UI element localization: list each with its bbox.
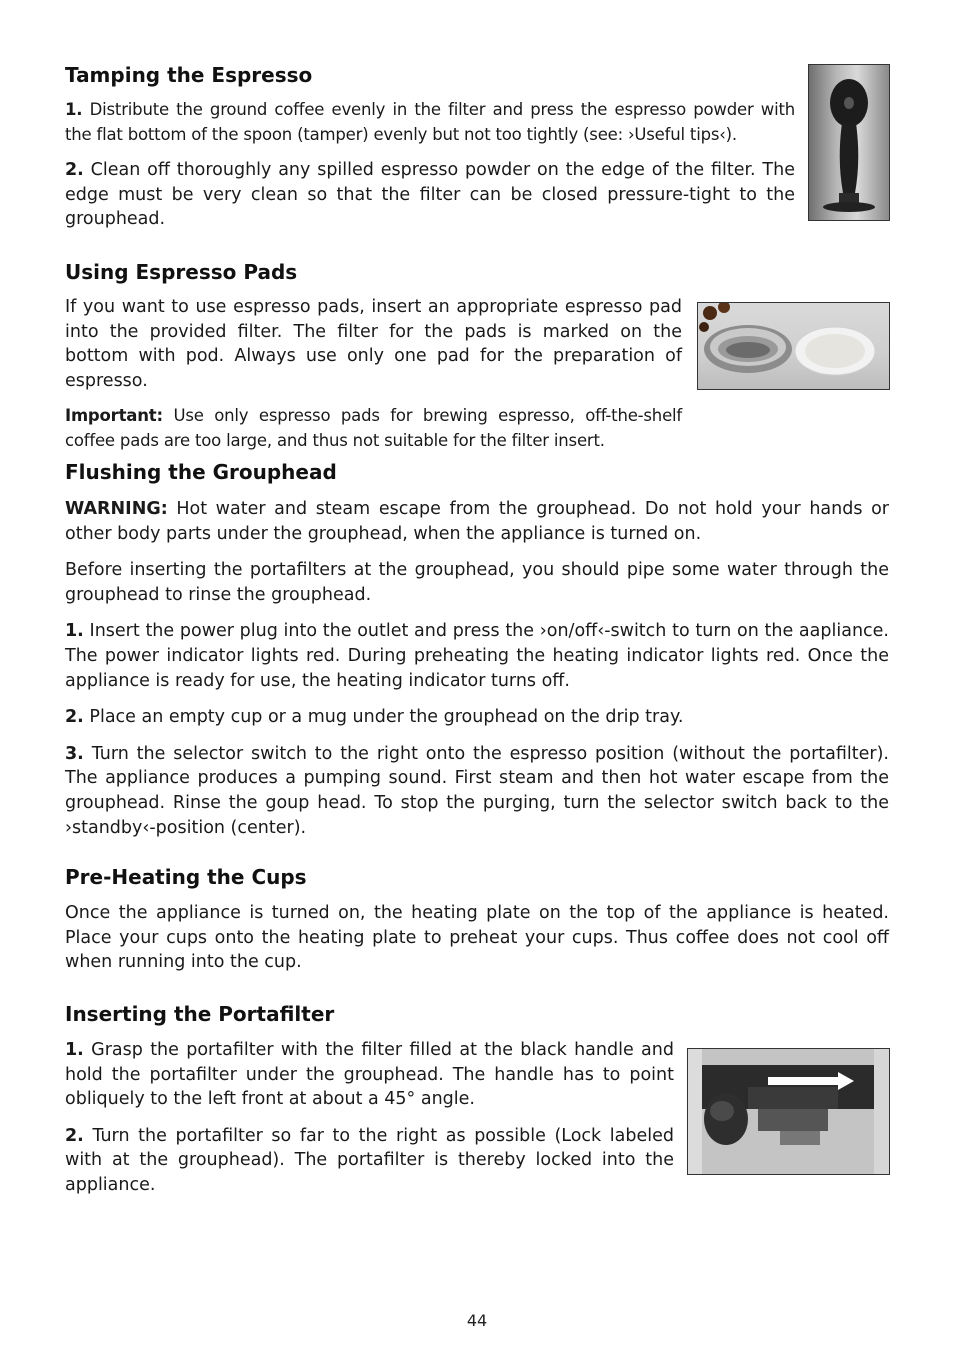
portafilter-illustration bbox=[688, 1049, 889, 1174]
step-1 bbox=[65, 1038, 674, 1112]
step-text: Turn the selector switch to the right onto the espresso position (without the portafilter). The appliance produces a pumping sound. First steam and then hot water escape from the grouphead. Rinse the goup head. To stop the purging, turn the selector switch back to the ›standby‹-position (center). bbox=[65, 743, 889, 838]
important-text: Use only espresso pads for brewing espresso, off-the-shelf coffee pads are too large, and thus not suitable for the filter insert. bbox=[65, 406, 683, 450]
warning-label: WARNING: bbox=[65, 499, 168, 519]
step-3 bbox=[65, 742, 889, 840]
section-flushing bbox=[65, 460, 889, 840]
section-portafilter bbox=[65, 1002, 674, 1198]
step-number: 2. bbox=[65, 160, 84, 181]
step-2 bbox=[65, 705, 889, 730]
section-preheat bbox=[65, 865, 889, 975]
tamper-photo bbox=[808, 64, 890, 221]
step-text: Clean off thoroughly any spilled espresso powder on the edge of the filter. The edge must be very clean so that the filter can be closed pressure-tight to the grouphead. bbox=[65, 160, 795, 230]
section-heading: Pre-Heating the Cups bbox=[65, 865, 307, 889]
preheat-paragraph: Once the appliance is turned on, the heating plate on the top of the appliance is heated. Place your cups onto the heating plate to preheat your cups. Thus coffee does not cool off when running into the cup. bbox=[65, 903, 889, 973]
step-number: 1. bbox=[65, 621, 84, 642]
flushing-intro: Before inserting the portafilters at the grouphead, you should pipe some water through the grouphead to rinse the grouphead. bbox=[65, 560, 889, 605]
step-number: 1. bbox=[65, 100, 83, 119]
section-pads bbox=[65, 260, 682, 454]
step-number: 1. bbox=[65, 1040, 84, 1060]
step-2 bbox=[65, 1124, 674, 1198]
section-heading: Flushing the Grouphead bbox=[65, 460, 337, 484]
espresso-pad-photo bbox=[697, 302, 890, 390]
section-heading: Tamping the Espresso bbox=[65, 63, 313, 87]
section-heading: Using Espresso Pads bbox=[65, 260, 298, 284]
portafilter-photo bbox=[687, 1048, 890, 1175]
section-tamping bbox=[65, 63, 795, 232]
step-text: Turn the portafilter so far to the right as possible (Lock labeled with at the grouphead). The portafilter is thereby locked into the appliance. bbox=[65, 1125, 674, 1195]
step-number: 3. bbox=[65, 743, 84, 764]
pad-filter-illustration bbox=[698, 303, 889, 389]
warning-note bbox=[65, 497, 889, 546]
step-1 bbox=[65, 619, 889, 693]
step-number: 2. bbox=[65, 707, 84, 728]
tamper-illustration bbox=[809, 65, 889, 220]
important-label: Important: bbox=[65, 406, 163, 426]
step-text: Insert the power plug into the outlet and press the ›on/off‹-switch to turn on the aapliance. The power indicator lights red. During preheating the heating indicator lights red. Once the appliance is ready for use, the heating indicator turns off. bbox=[65, 621, 889, 691]
pads-paragraph: If you want to use espresso pads, insert an appropriate espresso pad into the provided filter. The filter for the pads is marked on the bottom with pod. Always use only one pad for the preparation of espresso. bbox=[65, 297, 682, 391]
important-note bbox=[65, 404, 682, 453]
section-heading: Inserting the Portafilter bbox=[65, 1002, 335, 1026]
step-2 bbox=[65, 158, 795, 232]
step-text: Grasp the portafilter with the filter filled at the black handle and hold the portafilter under the grouphead. The handle has to point obliquely to the left front at about a 45° angle. bbox=[65, 1040, 674, 1110]
step-text: Place an empty cup or a mug under the grouphead on the drip tray. bbox=[89, 707, 684, 728]
step-text: Distribute the ground coffee evenly in the filter and press the espresso powder with the flat bottom of the spoon (tamper) evenly but not too tightly (see: ›Useful tips‹). bbox=[65, 100, 796, 144]
warning-text: Hot water and steam escape from the grouphead. Do not hold your hands or other body parts under the grouphead, when the appliance is turned on. bbox=[65, 499, 889, 544]
step-1 bbox=[65, 98, 795, 147]
step-number: 2. bbox=[65, 1125, 84, 1146]
page-number: 44 bbox=[466, 1311, 488, 1330]
